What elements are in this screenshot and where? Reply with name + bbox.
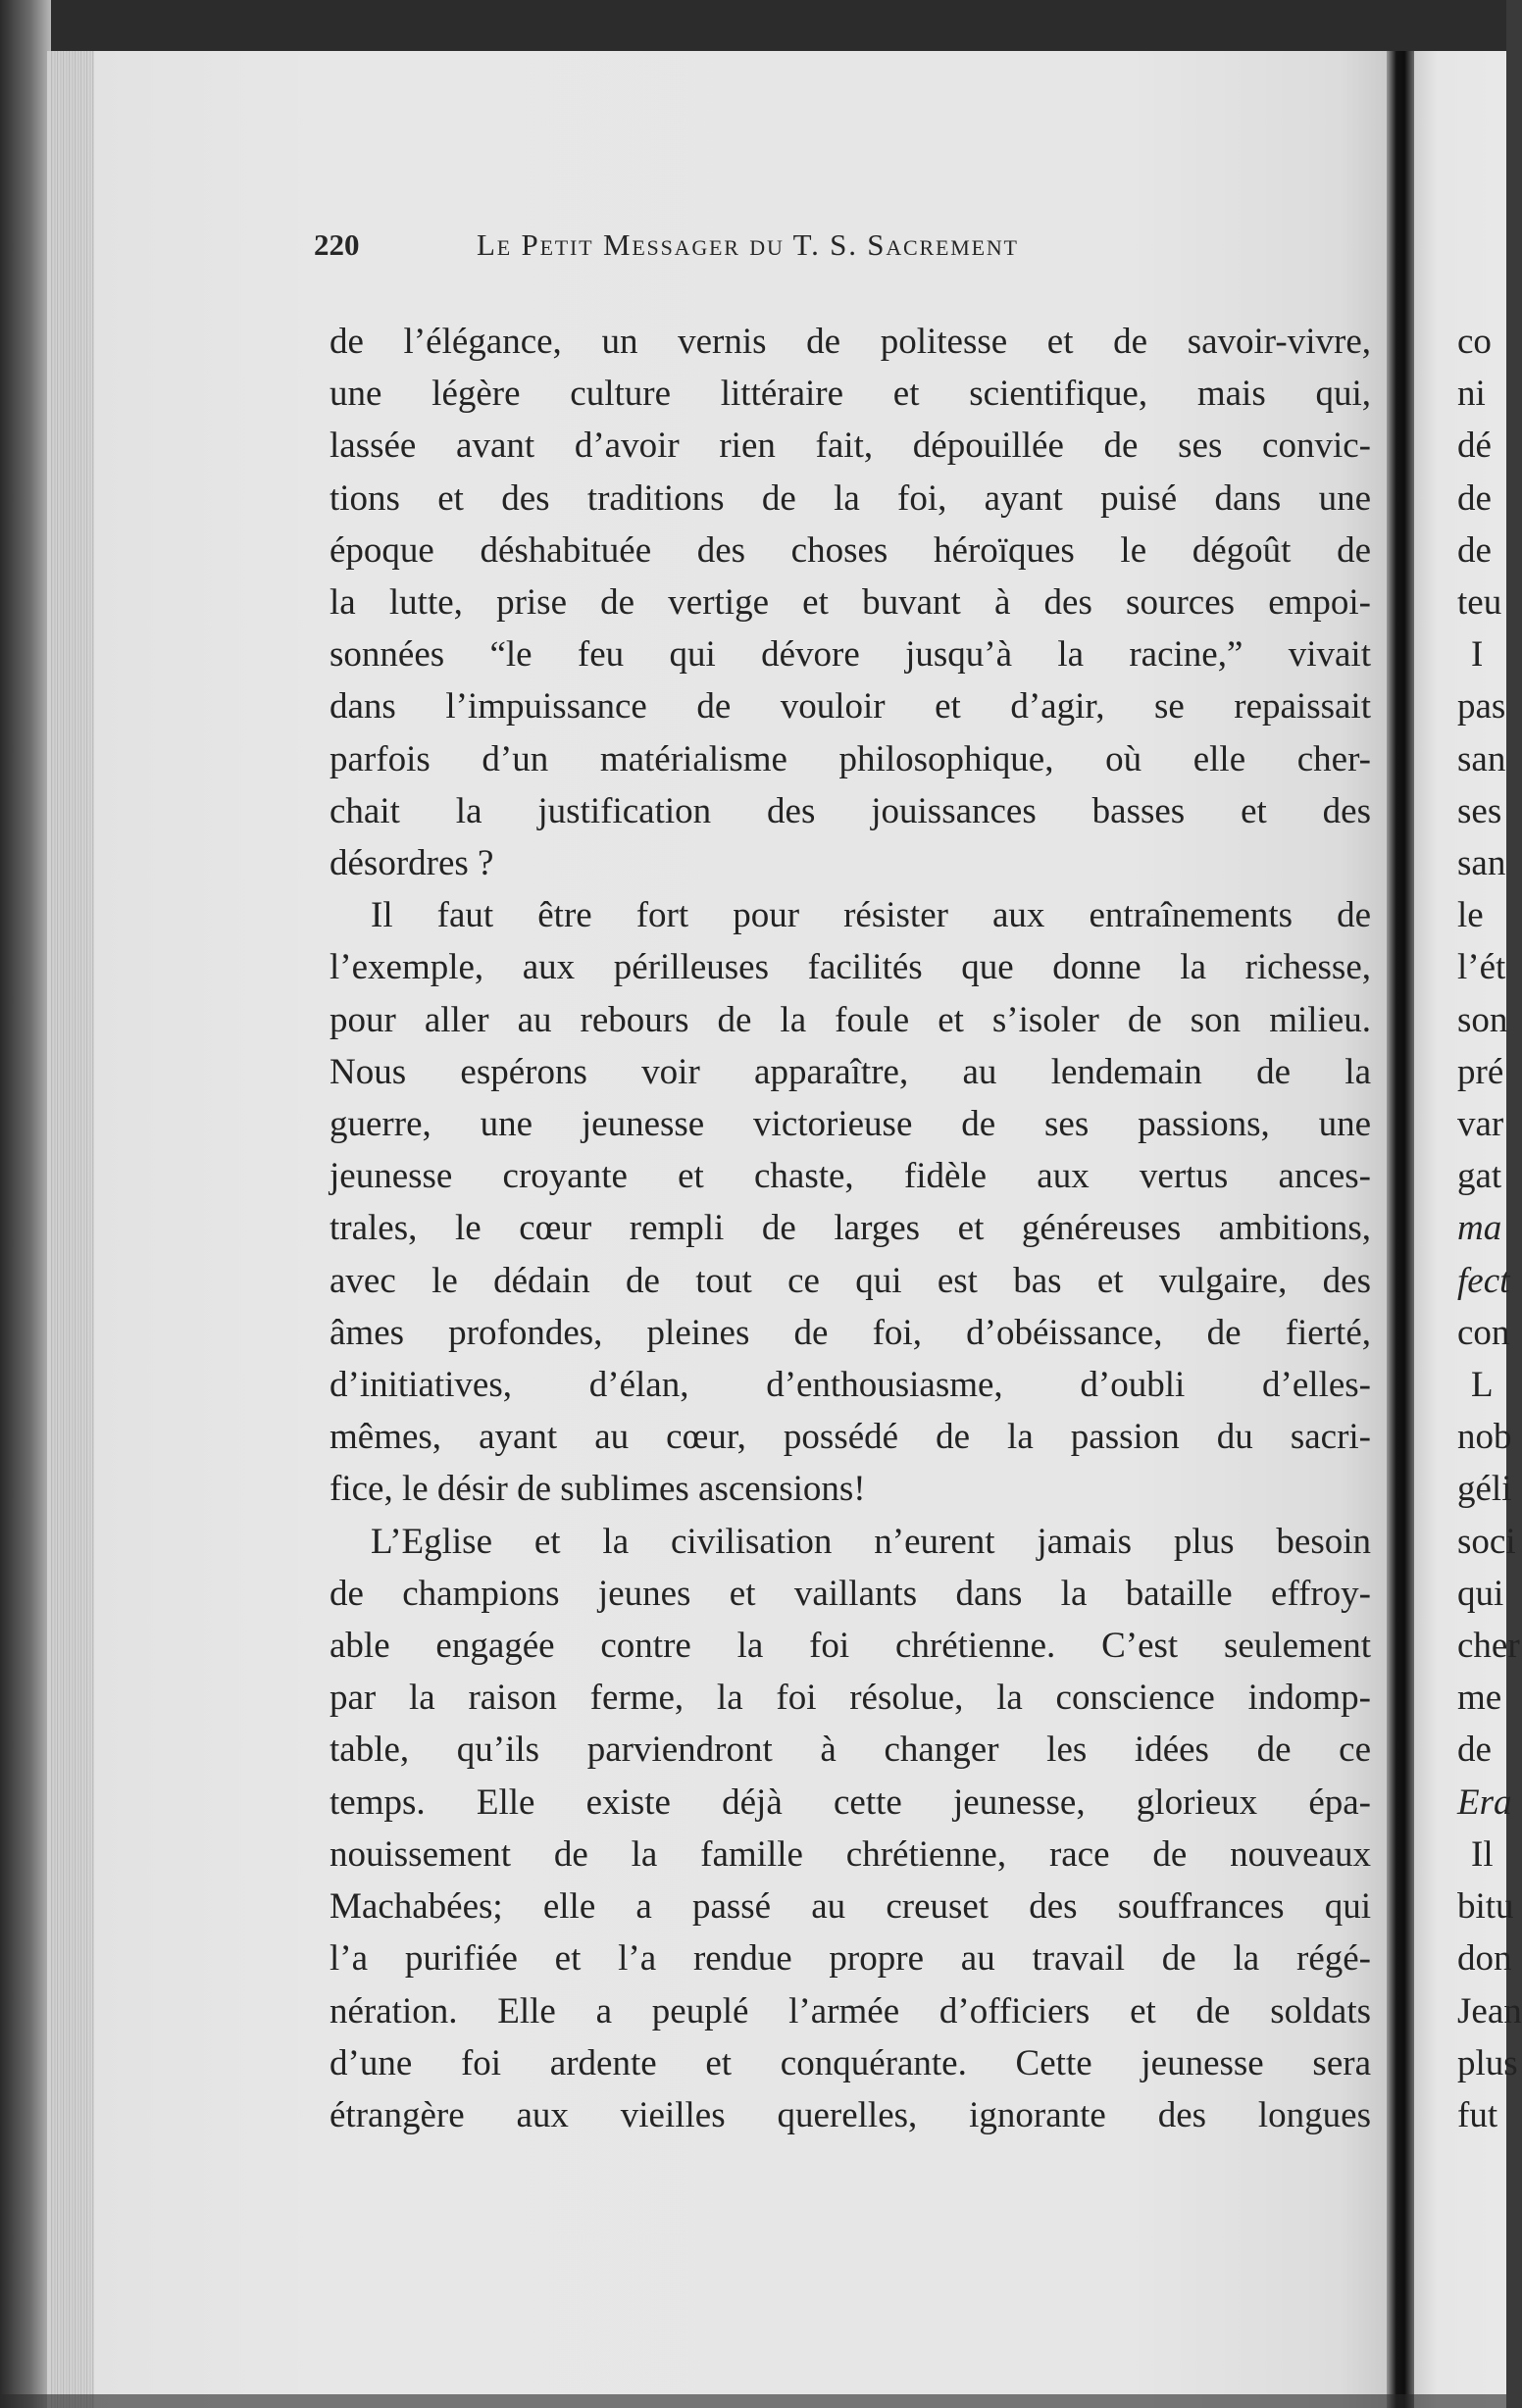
scan-bottom-border	[0, 2394, 1506, 2408]
right-page-fragment: pré	[1457, 1051, 1504, 1092]
text-line: sonnées “le feu qui dévore jusqu’à la racine,” vivait	[330, 634, 1371, 676]
body-text	[330, 316, 1371, 2141]
right-page-fragment: bitu	[1457, 1886, 1514, 1928]
right-page-fragment: I	[1471, 634, 1484, 676]
text-line: de champions jeunes et vaillants dans la bataille effroy-	[330, 1573, 1371, 1614]
page-header	[314, 227, 1310, 271]
text-line: l’a purifiée et l’a rendue propre au travail de la régé-	[330, 1938, 1371, 1980]
right-page-fragment: don	[1457, 1938, 1512, 1980]
right-page-fragment: Era	[1457, 1781, 1512, 1823]
scan-top-border	[0, 0, 1506, 54]
right-page-fragment: var	[1457, 1104, 1504, 1145]
right-page-fragment: qui	[1457, 1573, 1504, 1614]
text-line: table, qu’ils parviendront à changer les idées de ce	[330, 1730, 1371, 1771]
text-line: avec le dédain de tout ce qui est bas et vulgaire, des	[330, 1260, 1371, 1301]
text-line: Nous espérons voir apparaître, au lendemain de la	[330, 1051, 1371, 1092]
page-edges	[51, 51, 94, 2408]
right-page-fragment: géli	[1457, 1469, 1512, 1510]
right-page-fragment: soci	[1457, 1521, 1516, 1562]
right-page-fragment: fect	[1457, 1260, 1510, 1301]
text-line: d’initiatives, d’élan, d’enthousiasme, d’oubli d’elles-	[330, 1365, 1371, 1406]
right-page-fragment: l’ét	[1457, 947, 1506, 988]
text-line: guerre, une jeunesse victorieuse de ses passions, une	[330, 1104, 1371, 1145]
running-title: Le Petit Messager du T. S. Sacrement	[477, 227, 1019, 262]
page-number: 220	[314, 227, 360, 262]
right-page-fragment: Jean	[1457, 1990, 1522, 2032]
text-line: de l’élégance, un vernis de politesse et de savoir-vivre,	[330, 322, 1371, 362]
text-line: âmes profondes, pleines de foi, d’obéissance, de fierté,	[330, 1312, 1371, 1353]
right-page-fragment: le	[1457, 895, 1484, 936]
text-line: une légère culture littéraire et scientifique, mais qui,	[330, 374, 1371, 415]
scan-left-border	[0, 0, 51, 2408]
text-line: able engagée contre la foi chrétienne. C’est seulement	[330, 1626, 1371, 1667]
right-page-fragment: de	[1457, 529, 1492, 571]
right-page-fragment: L	[1471, 1365, 1494, 1406]
right-page-fragment: gat	[1457, 1156, 1502, 1197]
text-line: Il faut être fort pour résister aux entraînements de	[371, 895, 1371, 936]
right-page-text	[1457, 316, 1522, 2141]
text-line: temps. Elle existe déjà cette jeunesse, glorieux épa-	[330, 1781, 1371, 1823]
text-line: désordres ?	[330, 843, 494, 884]
text-line: parfois d’un matérialisme philosophique, où elle cher-	[330, 738, 1371, 779]
text-line: jeunesse croyante et chaste, fidèle aux vertus ances-	[330, 1156, 1371, 1197]
text-line: dans l’impuissance de vouloir et d’agir, se repaissait	[330, 686, 1371, 727]
text-line: par la raison ferme, la foi résolue, la conscience indomp-	[330, 1678, 1371, 1719]
text-line: lassée avant d’avoir rien fait, dépouillée de ses convic-	[330, 426, 1371, 467]
right-page-fragment: plus	[1457, 2042, 1518, 2083]
right-page-fragment: fut	[1457, 2094, 1498, 2135]
text-line: étrangère aux vieilles querelles, ignorante des longues	[330, 2094, 1371, 2135]
right-page-fragment: de	[1457, 477, 1492, 519]
text-line: trales, le cœur rempli de larges et généreuses ambitions,	[330, 1208, 1371, 1249]
right-page-fragment: Il	[1471, 1833, 1494, 1875]
right-page-fragment: san	[1457, 738, 1506, 779]
text-line: d’une foi ardente et conquérante. Cette jeunesse sera	[330, 2042, 1371, 2083]
text-line: fice, le désir de sublimes ascensions!	[330, 1469, 866, 1510]
right-page-fragment: ni	[1457, 374, 1486, 415]
text-line: époque déshabituée des choses héroïques le dégoût de	[330, 529, 1371, 571]
right-page-fragment: cher	[1457, 1626, 1520, 1667]
text-line: nération. Elle a peuplé l’armée d’officiers et de soldats	[330, 1990, 1371, 2032]
book-gutter	[1387, 51, 1414, 2408]
right-page-fragment: ma	[1457, 1208, 1502, 1249]
right-page-fragment: nob	[1457, 1417, 1512, 1458]
text-line: nouissement de la famille chrétienne, race de nouveaux	[330, 1833, 1371, 1875]
right-page-fragment: teu	[1457, 582, 1502, 624]
text-line: la lutte, prise de vertige et buvant à des sources empoi-	[330, 582, 1371, 624]
text-line: tions et des traditions de la foi, ayant puisé dans une	[330, 477, 1371, 519]
right-page-fragment: me	[1457, 1678, 1502, 1719]
text-line: pour aller au rebours de la foule et s’isoler de son milieu.	[330, 999, 1371, 1040]
text-line: Machabées; elle a passé au creuset des souffrances qui	[330, 1886, 1371, 1928]
right-page-fragment: son	[1457, 999, 1508, 1040]
right-page-fragment: de	[1457, 1730, 1492, 1771]
right-page-fragment: pas	[1457, 686, 1506, 727]
right-page-fragment: san	[1457, 843, 1506, 884]
text-line: chait la justification des jouissances basses et des	[330, 790, 1371, 831]
right-page-fragment: co	[1457, 322, 1492, 362]
text-line: mêmes, ayant au cœur, possédé de la passion du sacri-	[330, 1417, 1371, 1458]
text-line: l’exemple, aux périlleuses facilités que donne la richesse,	[330, 947, 1371, 988]
right-page-fragment: dé	[1457, 426, 1492, 467]
right-page-fragment: con	[1457, 1312, 1510, 1353]
right-page-fragment: ses	[1457, 790, 1502, 831]
text-line: L’Eglise et la civilisation n’eurent jamais plus besoin	[371, 1521, 1371, 1562]
